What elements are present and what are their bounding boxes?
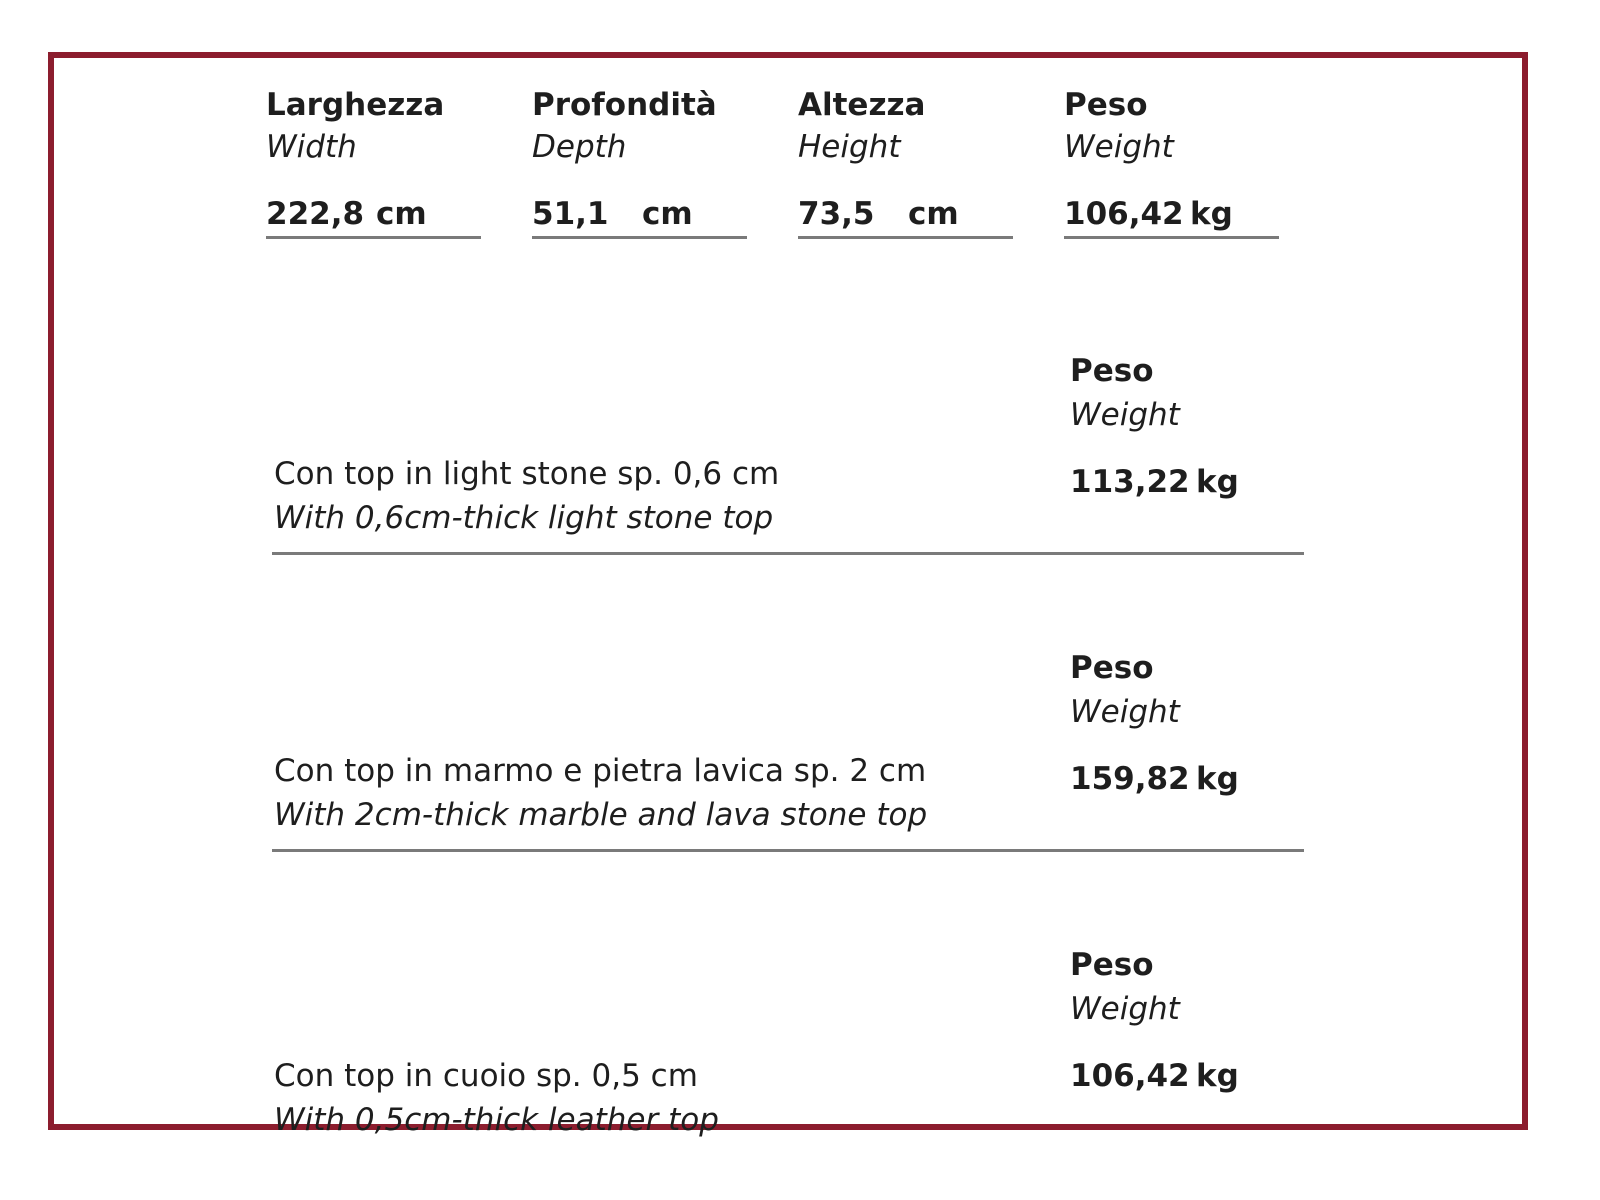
- spec-sheet-frame: [48, 52, 1528, 1138]
- dimension-depth: [532, 86, 747, 239]
- variant-description: [274, 452, 779, 540]
- dimension-value: 106,42: [1064, 196, 1184, 232]
- dimension-value-row: [532, 194, 747, 239]
- weight-label: Peso: [1070, 353, 1154, 389]
- weight-value-row: [1070, 759, 1239, 799]
- dimension-sublabel: Height: [798, 129, 901, 165]
- weight-unit: kg: [1196, 464, 1239, 500]
- weight-value-row: [1070, 1056, 1239, 1096]
- weight-value: 159,82: [1070, 761, 1190, 797]
- variant-marble-lava: [272, 649, 1304, 852]
- dimension-value: 73,5: [798, 196, 875, 232]
- dimension-label: Peso: [1064, 87, 1148, 123]
- weight-sublabel: Weight: [1070, 694, 1180, 730]
- dimension-weight: [1064, 86, 1279, 239]
- weight-unit: kg: [1196, 761, 1239, 797]
- dimension-unit: cm: [376, 196, 427, 232]
- weight-sublabel: Weight: [1070, 397, 1180, 433]
- dimension-height: [798, 86, 1013, 239]
- dimension-value: 222,8: [266, 196, 365, 232]
- dimension-label: Larghezza: [266, 87, 445, 123]
- dimension-unit: kg: [1190, 196, 1233, 232]
- dimension-sublabel: Depth: [532, 129, 627, 165]
- dimension-sublabel: Weight: [1064, 129, 1174, 165]
- variant-description-en: With 2cm-thick marble and lava stone top: [274, 797, 928, 833]
- dimension-sublabel: Width: [266, 129, 357, 165]
- dimension-unit: cm: [908, 196, 959, 232]
- variant-weight: [1070, 649, 1239, 799]
- weight-label: Peso: [1070, 947, 1154, 983]
- dimension-value-row: [798, 194, 1013, 239]
- variant-description-it: Con top in cuoio sp. 0,5 cm: [274, 1058, 698, 1094]
- dimension-width: [266, 86, 481, 239]
- dimension-value: 51,1: [532, 196, 609, 232]
- variant-weight: [1070, 946, 1239, 1096]
- weight-value: 113,22: [1070, 464, 1190, 500]
- variant-description-it: Con top in light stone sp. 0,6 cm: [274, 456, 780, 492]
- dimension-label: Altezza: [798, 87, 926, 123]
- dimension-value-row: [266, 194, 481, 239]
- weight-value: 106,42: [1070, 1058, 1190, 1094]
- weight-label: Peso: [1070, 650, 1154, 686]
- variant-light-stone: [272, 352, 1304, 555]
- weight-value-row: [1070, 462, 1239, 502]
- dimension-unit: cm: [642, 196, 693, 232]
- variant-weight: [1070, 352, 1239, 502]
- variant-description-en: With 0,6cm-thick light stone top: [274, 500, 774, 536]
- weight-sublabel: Weight: [1070, 991, 1180, 1027]
- variant-description-it: Con top in marmo e pietra lavica sp. 2 cm: [274, 753, 927, 789]
- dimension-label: Profondità: [532, 87, 717, 123]
- variant-description-en: With 0,5cm-thick leather top: [274, 1102, 719, 1138]
- dimension-value-row: [1064, 194, 1279, 239]
- variant-description: [274, 1054, 719, 1142]
- variant-description: [274, 749, 927, 837]
- weight-unit: kg: [1196, 1058, 1239, 1094]
- variant-leather: [272, 946, 1304, 1146]
